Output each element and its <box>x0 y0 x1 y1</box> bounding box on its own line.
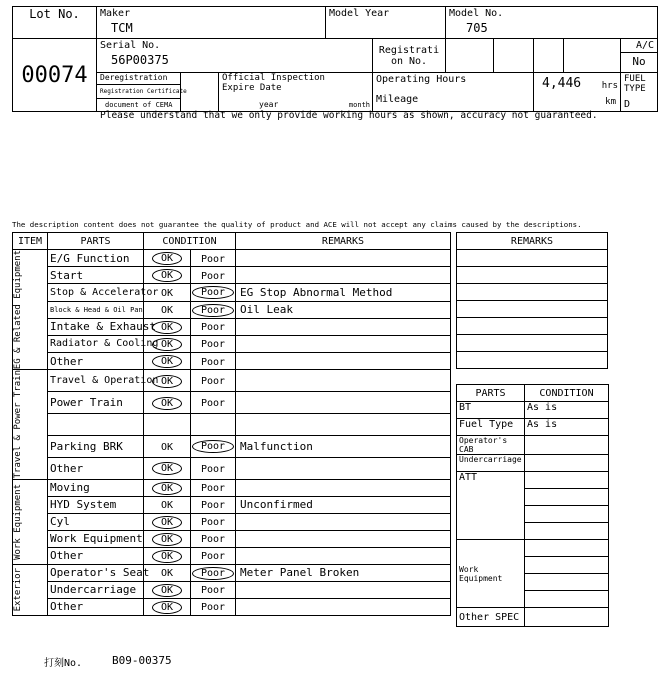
maker-label: Maker <box>100 8 131 19</box>
op-hours-label: Operating Hours <box>376 74 467 85</box>
spec-row <box>457 540 609 557</box>
table-row <box>13 353 451 370</box>
circled-status: OK <box>152 375 182 388</box>
vehicle-info-header <box>12 6 658 112</box>
registration-box-1 <box>446 39 494 73</box>
condition-header: CONDITION <box>144 233 236 250</box>
ok-cell <box>144 267 191 284</box>
remark-text <box>236 598 451 615</box>
spec-condition <box>525 540 609 557</box>
right-remarks-table <box>456 232 608 369</box>
status-option: OK <box>160 568 174 580</box>
registration-box-4 <box>564 39 621 73</box>
status-option: Poor <box>200 253 226 265</box>
status-option: Poor <box>200 322 226 334</box>
status-option: Poor <box>200 356 226 368</box>
lot-number-value <box>13 39 97 112</box>
ok-cell <box>144 496 191 513</box>
ok-cell <box>144 547 191 564</box>
status-option: OK <box>160 500 174 512</box>
circled-status: OK <box>152 533 182 546</box>
cema-label: document of CEMA <box>105 101 173 109</box>
part-name: Power Train <box>48 392 144 414</box>
mileage-label: Mileage <box>376 94 419 105</box>
remarks-cell <box>457 318 608 335</box>
table-row <box>13 301 451 318</box>
table-row <box>13 318 451 335</box>
remark-text: Malfunction <box>236 435 451 457</box>
table-row <box>13 457 451 479</box>
circled-status: OK <box>152 550 182 563</box>
model-year-cell <box>326 7 446 39</box>
ac-value: No <box>632 55 646 68</box>
poor-cell <box>191 413 236 435</box>
table-row <box>13 392 451 414</box>
poor-cell <box>191 353 236 370</box>
spec-part: Other SPEC <box>457 608 525 627</box>
registration-box-2 <box>494 39 534 73</box>
table-row <box>13 370 451 392</box>
certificate-cell <box>97 85 187 112</box>
circled-status: Poor <box>192 440 234 453</box>
category-cell <box>13 479 48 564</box>
model-no-cell <box>446 7 658 39</box>
remark-text <box>236 513 451 530</box>
circled-status: OK <box>152 321 182 334</box>
remarks-header: REMARKS <box>236 233 451 250</box>
fuel-type-value: D <box>624 99 631 110</box>
status-option: Poor <box>200 270 226 282</box>
serial-label: Serial No. <box>100 40 161 51</box>
status-option: Poor <box>200 517 226 529</box>
circled-status: OK <box>152 397 182 410</box>
circled-status: OK <box>152 252 182 265</box>
maker-value: TCM <box>111 21 133 35</box>
remark-text <box>236 581 451 598</box>
category-cell <box>13 564 48 615</box>
stamp-number-value: B09-00375 <box>112 654 172 667</box>
inspection-label-2: Expire Date <box>222 83 282 93</box>
table-row <box>13 530 451 547</box>
condition-table <box>12 232 451 616</box>
circled-status: OK <box>152 462 182 475</box>
model-year-label: Model Year <box>329 8 390 19</box>
circled-status: OK <box>152 516 182 529</box>
circled-status: OK <box>152 584 182 597</box>
spec-part: Work Equipment <box>457 540 525 608</box>
table-row <box>13 284 451 301</box>
part-name: Stop & Accelerator <box>48 284 144 301</box>
right-parts-table <box>456 384 609 627</box>
poor-cell <box>191 267 236 284</box>
deregistration-label: Deregistration <box>100 73 168 82</box>
spec-condition-extra <box>525 523 609 540</box>
poor-cell <box>191 530 236 547</box>
remark-text <box>236 457 451 479</box>
table-row <box>13 513 451 530</box>
ac-label: A/C <box>621 39 657 53</box>
poor-cell <box>191 598 236 615</box>
inspection-label-1: Official Inspection <box>222 73 325 83</box>
ok-cell <box>144 301 191 318</box>
part-name: E/G Function <box>48 250 144 267</box>
part-name: Operator's Seat <box>48 564 144 581</box>
status-option: Poor <box>200 585 226 597</box>
circled-status: OK <box>152 482 182 495</box>
remark-text <box>236 530 451 547</box>
status-option: OK <box>160 441 174 453</box>
circled-status: Poor <box>192 286 234 299</box>
poor-cell <box>191 250 236 267</box>
accuracy-notice: Please understand that we only provide working hours as shown, accuracy not guaranteed. <box>100 110 598 121</box>
spec-condition-extra <box>525 591 609 608</box>
spec-row <box>457 402 609 419</box>
km-unit: km <box>605 97 616 107</box>
remarks-row <box>457 250 608 267</box>
poor-cell <box>191 513 236 530</box>
spec-condition: As is <box>525 402 609 419</box>
table-row <box>13 267 451 284</box>
stamp-number-label: 打刻No. <box>44 658 83 669</box>
spec-condition-extra <box>525 489 609 506</box>
remark-text <box>236 353 451 370</box>
spec-condition-extra <box>525 557 609 574</box>
part-name: Other <box>48 353 144 370</box>
part-name: Intake & Exhaust <box>48 318 144 335</box>
ok-cell <box>144 413 191 435</box>
spec-condition <box>525 436 609 455</box>
remark-text <box>236 318 451 335</box>
fuel-type-cell <box>621 73 658 112</box>
spec-row <box>457 608 609 627</box>
year-label: year <box>259 100 279 109</box>
spec-part: Fuel Type <box>457 419 525 436</box>
part-name: Block & Head & Oil Pan <box>48 301 144 318</box>
part-name: Travel & Operation <box>48 370 144 392</box>
remark-text <box>236 413 451 435</box>
circled-status: OK <box>152 269 182 282</box>
status-option: Poor <box>200 500 226 512</box>
hours-value-cell <box>534 73 621 112</box>
part-name: HYD System <box>48 496 144 513</box>
poor-cell <box>191 392 236 414</box>
reg-certificate-label: Registration Certificate <box>97 85 180 99</box>
table-row <box>13 479 451 496</box>
lot-label-text: Lot No. <box>29 7 80 21</box>
part-name: Cyl <box>48 513 144 530</box>
remarks-cell <box>457 352 608 369</box>
spec-part: Operator's CAB <box>457 436 525 455</box>
category-label: Work Equipment <box>13 483 23 560</box>
ok-cell <box>144 435 191 457</box>
hours-mileage-cell <box>373 73 534 112</box>
registration-label-2: on No. <box>390 55 428 67</box>
circled-status: OK <box>152 601 182 614</box>
remark-text <box>236 392 451 414</box>
remarks-row <box>457 267 608 284</box>
lot-value-text: 00074 <box>21 62 88 88</box>
table-row <box>13 335 451 352</box>
category-cell <box>13 250 48 370</box>
status-option: Poor <box>200 602 226 614</box>
remarks-cell <box>457 284 608 301</box>
part-name: Other <box>48 598 144 615</box>
fuel-type-label: FUEL TYPE <box>624 74 646 94</box>
table-row <box>13 496 451 513</box>
spec-condition <box>525 472 609 489</box>
remarks-row <box>457 284 608 301</box>
circled-status: Poor <box>192 567 234 580</box>
poor-cell <box>191 335 236 352</box>
part-name: Undercarriage <box>48 581 144 598</box>
poor-cell <box>191 284 236 301</box>
ok-cell <box>144 392 191 414</box>
table-row <box>13 250 451 267</box>
part-name: Parking BRK <box>48 435 144 457</box>
remark-text: Oil Leak <box>236 301 451 318</box>
ok-cell <box>144 581 191 598</box>
table-row <box>13 598 451 615</box>
remarks-row <box>457 352 608 369</box>
ac-cell <box>621 39 658 73</box>
remark-text: Meter Panel Broken <box>236 564 451 581</box>
registration-box-3 <box>534 39 564 73</box>
status-option: Poor <box>200 463 226 475</box>
model-no-value: 705 <box>466 21 488 35</box>
poor-cell <box>191 581 236 598</box>
maker-cell <box>97 7 326 39</box>
poor-cell <box>191 457 236 479</box>
ok-cell <box>144 457 191 479</box>
ok-cell <box>144 530 191 547</box>
model-no-label: Model No. <box>449 8 504 19</box>
status-option: Poor <box>200 339 226 351</box>
remark-text <box>236 335 451 352</box>
spec-part: BT <box>457 402 525 419</box>
spec-part: ATT <box>457 472 525 540</box>
remark-text <box>236 267 451 284</box>
ok-cell <box>144 353 191 370</box>
status-option: Poor <box>200 551 226 563</box>
serial-cell <box>97 39 373 73</box>
serial-value: 56P00375 <box>111 53 169 67</box>
status-option: Poor <box>200 376 226 388</box>
spec-row <box>457 436 609 455</box>
remarks-cell <box>457 267 608 284</box>
disclaimer-text: The description content does not guarantee the quality of product and ACE will not accept any claims caused by the descriptions. <box>12 220 582 229</box>
model-year-value <box>326 20 445 21</box>
right-parts-header: PARTS <box>457 385 525 402</box>
spec-condition-extra <box>525 574 609 591</box>
part-name: Start <box>48 267 144 284</box>
poor-cell <box>191 301 236 318</box>
spec-row <box>457 455 609 472</box>
spec-part: Undercarriage <box>457 455 525 472</box>
part-name <box>48 413 144 435</box>
circled-status: OK <box>152 355 182 368</box>
remarks-row <box>457 318 608 335</box>
part-name: Moving <box>48 479 144 496</box>
part-name: Work Equipment <box>48 530 144 547</box>
status-option: Poor <box>200 534 226 546</box>
spec-condition <box>525 608 609 627</box>
circled-status: Poor <box>192 304 234 317</box>
poor-cell <box>191 370 236 392</box>
category-label: Exterior <box>13 567 23 612</box>
ok-cell <box>144 479 191 496</box>
circled-status: OK <box>152 338 182 351</box>
part-name: Other <box>48 457 144 479</box>
hrs-unit: hrs <box>601 81 618 91</box>
spec-condition <box>525 455 609 472</box>
remarks-row <box>457 335 608 352</box>
right-remarks-header: REMARKS <box>457 233 608 250</box>
op-hours-value: 4,446 <box>542 76 582 91</box>
deregistration-label-cell <box>97 73 181 85</box>
poor-cell <box>191 496 236 513</box>
remarks-cell <box>457 335 608 352</box>
status-option: OK <box>160 287 174 299</box>
registration-label-1: Registrati <box>378 44 440 56</box>
table-row <box>13 435 451 457</box>
poor-cell <box>191 479 236 496</box>
month-label: month <box>348 101 370 109</box>
lot-number-label <box>13 7 97 39</box>
spec-row <box>457 472 609 489</box>
remarks-cell <box>457 301 608 318</box>
remark-text <box>236 250 451 267</box>
remark-text <box>236 479 451 496</box>
remarks-row <box>457 301 608 318</box>
inspection-cell <box>219 73 373 112</box>
status-option: Poor <box>200 398 226 410</box>
poor-cell <box>191 564 236 581</box>
remark-text <box>236 370 451 392</box>
poor-cell <box>191 547 236 564</box>
right-condition-header: CONDITION <box>525 385 609 402</box>
ok-cell <box>144 513 191 530</box>
table-row <box>13 564 451 581</box>
category-cell <box>13 370 48 479</box>
part-name: Other <box>48 547 144 564</box>
ok-cell <box>144 250 191 267</box>
category-label: Travel & Power Train <box>13 370 23 479</box>
table-row <box>13 413 451 435</box>
parts-header: PARTS <box>48 233 144 250</box>
table-row <box>13 547 451 564</box>
registration-label-cell <box>373 39 446 73</box>
poor-cell <box>191 318 236 335</box>
remark-text <box>236 547 451 564</box>
ok-cell <box>144 598 191 615</box>
poor-cell <box>191 435 236 457</box>
item-header: ITEM <box>13 233 48 250</box>
table-row <box>13 581 451 598</box>
status-option: Poor <box>200 483 226 495</box>
part-name: Radiator & Cooling <box>48 335 144 352</box>
remark-text: Unconfirmed <box>236 496 451 513</box>
spec-row <box>457 419 609 436</box>
remarks-cell <box>457 250 608 267</box>
ok-cell <box>144 564 191 581</box>
status-option: OK <box>160 305 174 317</box>
remark-text: EG Stop Abnormal Method <box>236 284 451 301</box>
spec-condition: As is <box>525 419 609 436</box>
category-label: EG & Related Equipment <box>13 250 23 370</box>
spec-condition-extra <box>525 506 609 523</box>
